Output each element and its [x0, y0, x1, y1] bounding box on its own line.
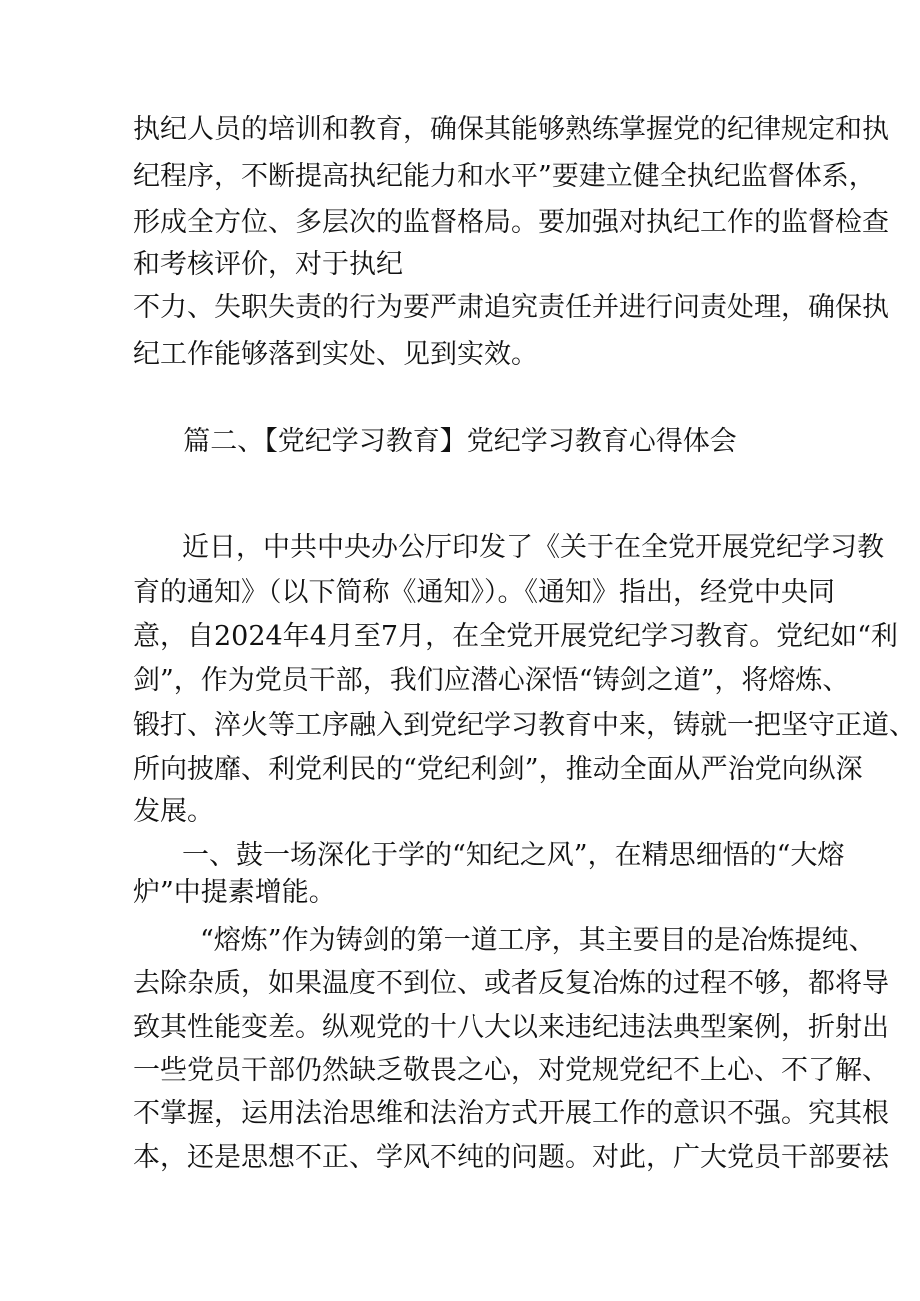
text-line: 育的通知》（以下简称《通知》）。《通知》指出，经党中央同 [133, 577, 835, 608]
text-line: 剑”，作为党员干部，我们应潜心深悟“铸剑之道”，将熔炼、 [133, 665, 850, 696]
text-line: 锻打、淬火等工序融入到党纪学习教育中来，铸就一把坚守正道、 [133, 710, 916, 741]
text-line: 本，还是思想不正、学风不纯的问题。对此，广大党员干部要祛 [133, 1142, 889, 1173]
section-heading: 篇二、【党纪学习教育】党纪学习教育心得体会 [183, 426, 737, 457]
text-line: 一、鼓一场深化于学的“知纪之风”，在精思细悟的“大熔 [182, 840, 845, 871]
text-line: 近日，中共中央办公厅印发了《关于在全党开展党纪学习教 [182, 532, 884, 563]
text-line: “熔炼”作为铸剑的第一道工序，其主要目的是冶炼提纯、 [200, 925, 876, 956]
text-line: 不力、失职失责的行为要严肃追究责任并进行问责处理，确保执 [133, 292, 889, 323]
text-line: 去除杂质，如果温度不到位、或者反复冶炼的过程不够，都将导 [133, 968, 889, 999]
text-line: 一些党员干部仍然缺乏敬畏之心，对党规党纪不上心、不了解、 [133, 1055, 889, 1086]
text-line: 纪程序，不断提高执纪能力和水平”要建立健全执纪监督体系， [133, 161, 876, 192]
text-line: 形成全方位、多层次的监督格局。要加强对执纪工作的监督检查 [133, 207, 889, 238]
text-line: 发展。 [133, 796, 214, 827]
text-line: 意，自2024年4月至7月，在全党开展党纪学习教育。党纪如“利 [133, 621, 898, 652]
text-line: 炉”中提素增能。 [133, 877, 336, 908]
text-line: 执纪人员的培训和教育，确保其能够熟练掌握党的纪律规定和执 [133, 114, 889, 145]
text-line: 纪工作能够落到实处、见到实效。 [133, 339, 538, 370]
text-line: 所向披靡、利党利民的“党纪利剑”，推动全面从严治党向纵深 [133, 754, 863, 785]
text-line: 致其性能变差。纵观党的十八大以来违纪违法典型案例，折射出 [133, 1012, 889, 1043]
text-line: 不掌握，运用法治思维和法治方式开展工作的意识不强。究其根 [133, 1098, 889, 1129]
text-line: 和考核评价，对于执纪 [133, 249, 403, 280]
